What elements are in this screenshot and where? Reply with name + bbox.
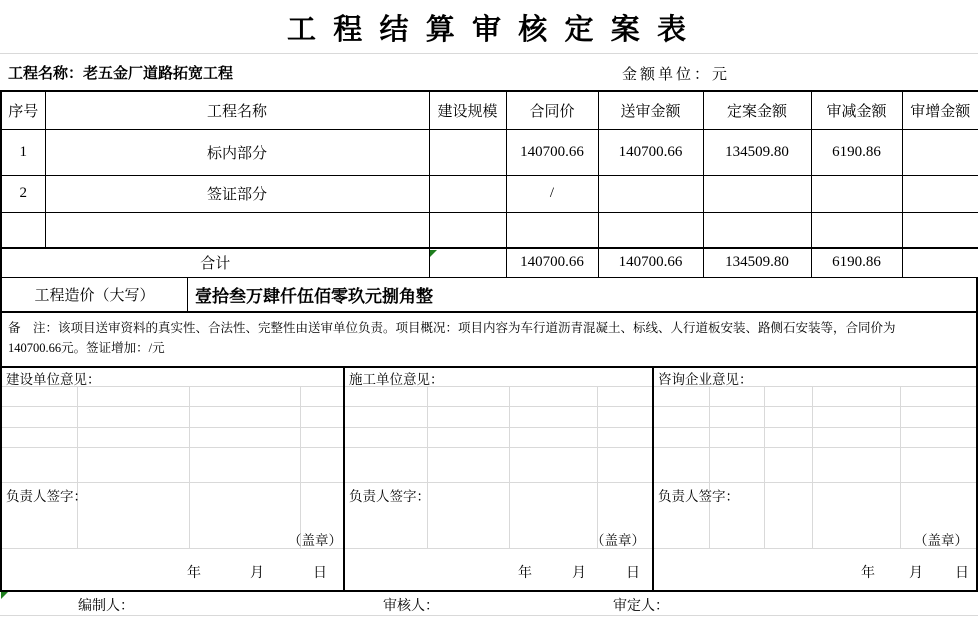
table-cell bbox=[429, 129, 506, 175]
date-year-label: 年 bbox=[187, 566, 201, 581]
divider bbox=[0, 53, 978, 54]
sign-label-consulting: 负责人签字： bbox=[658, 489, 739, 504]
table-cell bbox=[902, 212, 978, 248]
remark-box bbox=[0, 313, 978, 368]
table-cell bbox=[429, 212, 506, 248]
opinions-area bbox=[0, 366, 978, 592]
opinion-title-construction: 建设单位意见： bbox=[6, 372, 101, 387]
amount-words-label: 工程造价（大写） bbox=[2, 277, 188, 311]
table-cell: 140700.66 bbox=[598, 129, 703, 175]
sign-label-construction: 负责人签字： bbox=[6, 489, 87, 504]
date-month-label: 月 bbox=[572, 566, 586, 581]
date-year-label: 年 bbox=[861, 566, 875, 581]
gridline bbox=[2, 482, 976, 483]
unit-label: 金额单位：元 bbox=[622, 67, 731, 83]
seal-label-consulting: （盖章） bbox=[914, 533, 968, 548]
seal-label-construction: （盖章） bbox=[288, 533, 342, 548]
project-name: 工程名称：老五金厂道路拓宽工程 bbox=[8, 66, 234, 82]
section-divider bbox=[343, 366, 345, 590]
table-cell: 6190.86 bbox=[811, 129, 902, 175]
table-cell bbox=[45, 212, 429, 248]
gridline bbox=[427, 386, 428, 548]
table-row bbox=[1, 129, 978, 175]
gridline bbox=[597, 386, 598, 548]
section-divider bbox=[652, 366, 654, 590]
table-cell: 140700.66 bbox=[598, 248, 703, 277]
date-day-label: 日 bbox=[626, 566, 640, 581]
table-cell bbox=[811, 175, 902, 212]
cell-error-marker-icon bbox=[1, 592, 8, 599]
opinion-title-contractor: 施工单位意见： bbox=[349, 372, 444, 387]
table-cell bbox=[1, 212, 45, 248]
table-cell bbox=[902, 129, 978, 175]
table-cell: / bbox=[506, 175, 598, 212]
date-day-label: 日 bbox=[313, 566, 327, 581]
table-row bbox=[1, 175, 978, 212]
footer-preparer-label: 编制人： bbox=[78, 599, 134, 614]
column-header: 建设规模 bbox=[429, 91, 506, 129]
column-header: 序号 bbox=[1, 91, 45, 129]
table-cell: 1 bbox=[1, 129, 45, 175]
table-cell: 签证部分 bbox=[45, 175, 429, 212]
settlement-table bbox=[0, 90, 978, 278]
gridline bbox=[2, 386, 976, 387]
gridline bbox=[2, 406, 976, 407]
total-row bbox=[1, 248, 978, 277]
gridline bbox=[812, 386, 813, 548]
table-cell bbox=[429, 175, 506, 212]
table-cell bbox=[703, 212, 811, 248]
gridline bbox=[764, 386, 765, 548]
date-day-label: 日 bbox=[955, 566, 969, 581]
column-header: 工程名称 bbox=[45, 91, 429, 129]
gridline bbox=[2, 548, 976, 549]
page-title: 工 程 结 算 审 核 定 案 表 bbox=[286, 14, 691, 46]
column-header: 审增金额 bbox=[902, 91, 978, 129]
table-cell: 标内部分 bbox=[45, 129, 429, 175]
table-cell bbox=[429, 248, 506, 277]
date-month-label: 月 bbox=[250, 566, 264, 581]
table-cell: 134509.80 bbox=[703, 248, 811, 277]
table-cell bbox=[703, 175, 811, 212]
column-header: 合同价 bbox=[506, 91, 598, 129]
amount-words-value: 壹拾叁万肆仟伍佰零玖元捌角整 bbox=[195, 286, 433, 306]
table-cell bbox=[902, 248, 978, 277]
gridline bbox=[300, 386, 301, 548]
cell-error-marker-icon bbox=[430, 250, 437, 257]
table-cell: 134509.80 bbox=[703, 129, 811, 175]
column-header: 审减金额 bbox=[811, 91, 902, 129]
remark-line: 140700.66元。签证增加：/元 bbox=[8, 341, 165, 355]
footer-reviewer-label: 审核人： bbox=[383, 599, 439, 614]
divider bbox=[0, 615, 978, 616]
amount-words-row bbox=[0, 277, 978, 313]
sign-label-contractor: 负责人签字： bbox=[349, 489, 430, 504]
table-cell bbox=[811, 212, 902, 248]
gridline bbox=[900, 386, 901, 548]
table-cell: 6190.86 bbox=[811, 248, 902, 277]
footer-approver-label: 审定人： bbox=[613, 599, 669, 614]
table-cell: 140700.66 bbox=[506, 129, 598, 175]
gridline bbox=[2, 427, 976, 428]
table-row bbox=[1, 212, 978, 248]
table-cell bbox=[598, 212, 703, 248]
gridline bbox=[709, 386, 710, 548]
remark-line: 备 注：该项目送审资料的真实性、合法性、完整性由送审单位负责。项目概况：项目内容为车行道沥青混凝土、标线、人行道板安装、路侧石安装等，合同价为 bbox=[8, 321, 896, 335]
gridline bbox=[509, 386, 510, 548]
table-header-row bbox=[1, 91, 978, 129]
column-header: 送审金额 bbox=[598, 91, 703, 129]
gridline bbox=[189, 386, 190, 548]
gridline bbox=[2, 447, 976, 448]
table-cell bbox=[598, 175, 703, 212]
date-year-label: 年 bbox=[518, 566, 532, 581]
total-label: 合计 bbox=[1, 248, 429, 277]
table-cell: 140700.66 bbox=[506, 248, 598, 277]
date-month-label: 月 bbox=[909, 566, 923, 581]
table-cell bbox=[902, 175, 978, 212]
opinion-title-consulting: 咨询企业意见： bbox=[658, 372, 753, 387]
seal-label-contractor: （盖章） bbox=[591, 533, 645, 548]
table-cell: 2 bbox=[1, 175, 45, 212]
column-header: 定案金额 bbox=[703, 91, 811, 129]
gridline bbox=[77, 386, 78, 548]
table-cell bbox=[506, 212, 598, 248]
